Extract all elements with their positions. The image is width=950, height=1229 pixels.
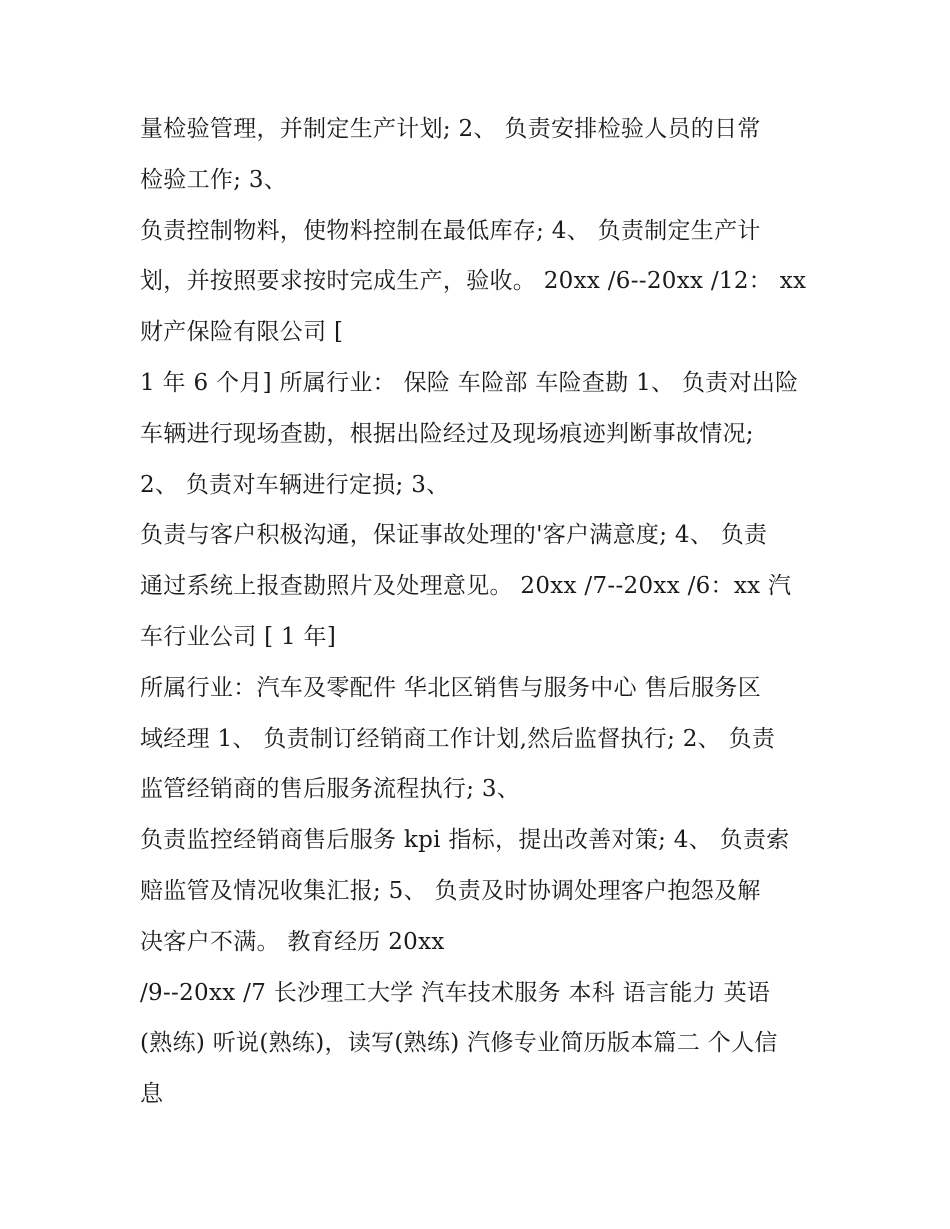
text-line: 车行业公司 [ 1 年]	[140, 623, 337, 650]
text-line: 财产保险有限公司 [	[140, 319, 344, 346]
text-line: 2、 负责对车辆进行定损; 3、	[140, 471, 450, 498]
text-line: 域经理 1、 负责制订经销商工作计划,然后监督执行; 2、 负责	[140, 725, 776, 752]
text-line: 1 年 6 个月] 所属行业： 保险 车险部 车险查勘 1、 负责对出险	[140, 369, 799, 396]
text-line: 监管经销商的售后服务流程执行; 3、	[140, 776, 521, 803]
text-line: 息	[140, 1081, 164, 1108]
text-line: 车辆进行现场查勘，根据出险经过及现场痕迹判断事故情况;	[140, 420, 754, 447]
text-line: 决客户不满。 教育经历 20xx	[140, 928, 445, 955]
text-line: 检验工作; 3、	[140, 166, 288, 193]
text-line: 所属行业：汽车及零配件 华北区销售与服务中心 售后服务区	[140, 674, 762, 701]
text-line: 负责与客户积极沟通，保证事故处理的'客户满意度; 4、 负责	[140, 522, 768, 549]
text-line: 量检验管理，并制定生产计划; 2、 负责安排检验人员的日常	[140, 116, 761, 142]
text-line: 赔监管及情况收集汇报; 5、 负责及时协调处理客户抱怨及解	[140, 877, 761, 904]
text-line: 负责控制物料，使物料控制在最低库存; 4、 负责制定生产计	[140, 217, 761, 244]
text-line: /9--20xx /7 长沙理工大学 汽车技术服务 本科 语言能力 英语	[140, 979, 771, 1006]
text-line: (熟练) 听说(熟练)，读写(熟练) 汽修专业简历版本篇二 个人信	[140, 1030, 778, 1057]
text-line: 通过系统上报查勘照片及处理意见。 20xx /7--20xx /6：xx 汽	[140, 573, 792, 600]
text-line: 负责监控经销商售后服务 kpi 指标，提出改善对策; 4、 负责索	[140, 827, 790, 854]
document-body	[140, 104, 830, 1120]
text-line: 划，并按照要求按时完成生产，验收。 20xx /6--20xx /12： xx	[140, 268, 807, 295]
